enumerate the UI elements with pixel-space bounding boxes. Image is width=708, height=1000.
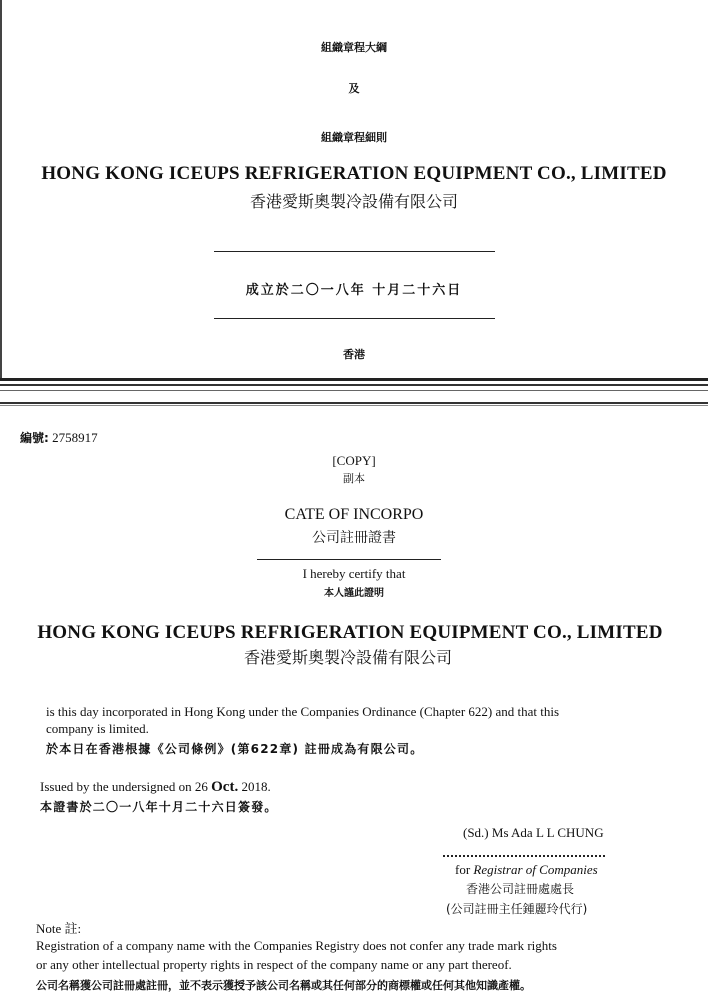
- issued-year: 2018.: [241, 779, 271, 794]
- cover-conjunction: 及: [348, 82, 360, 95]
- certificate-number-label: 編號:: [20, 431, 49, 445]
- issued-text-en: [40, 779, 271, 796]
- issued-text-prefix: Issued by the undersigned on 26: [40, 779, 208, 794]
- cover-company-name-zh: 香港愛斯奧製冷設備有限公司: [249, 192, 458, 211]
- certificate-title-en: CATE OF INCORPO: [284, 506, 424, 523]
- issued-text-zh: 本證書於二〇一八年十月二十六日簽發。: [40, 800, 278, 814]
- certificate-company-name-en: HONG KONG ICEUPS REFRIGERATION EQUIPMENT CO., LIMITED: [37, 622, 663, 643]
- certificate-title-rule: [257, 559, 441, 560]
- note-text-en-line-2: or any other intellectual property rights in respect of the company name or any part thereof.: [36, 957, 512, 972]
- cover-heading-1: 組織章程大綱: [321, 41, 387, 54]
- note-text-zh: 公司名稱獲公司註冊處註冊，並不表示獲授予該公司名稱或其任何部分的商標權或任何其他知識產權。: [36, 979, 531, 992]
- registrar-title-zh: 香港公司註冊處處長: [466, 882, 575, 896]
- cover-heading-2: 組織章程細則: [321, 131, 387, 144]
- copy-label-zh: 副本: [343, 472, 365, 485]
- copy-label-en: [COPY]: [332, 453, 376, 468]
- note-text-en-line-1: Registration of a company name with the Companies Registry does not confer any trade mark rights: [36, 938, 557, 953]
- cover-company-name-en: HONG KONG ICEUPS REFRIGERATION EQUIPMENT CO., LIMITED: [41, 163, 667, 184]
- registrar-delegate-zh: (公司註冊主任鍾麗玲代行): [446, 902, 588, 916]
- signature-line: (Sd.) Ms Ada L L CHUNG: [463, 825, 604, 840]
- cover-rule-bottom: [214, 318, 495, 319]
- note-label: Note 註:: [36, 921, 82, 936]
- certify-text-en: I hereby certify that: [302, 566, 406, 581]
- certificate-number-value: 2758917: [52, 430, 98, 445]
- certificate-company-name-zh: 香港愛斯奧製冷設備有限公司: [243, 648, 452, 667]
- cover-place: 香港: [343, 348, 365, 361]
- certificate-title-zh: 公司註冊證書: [312, 530, 396, 546]
- certify-text-zh: 本人謹此證明: [324, 588, 384, 599]
- incorporation-text-en-line-2: company is limited.: [46, 721, 149, 736]
- issued-month: Oct.: [211, 779, 239, 795]
- signature-dotted-rule: [443, 855, 605, 857]
- registrar-name: Registrar of Companies: [473, 862, 598, 877]
- incorporation-text-zh: 於本日在香港根據《公司條例》(第622章) 註冊成為有限公司。: [46, 742, 424, 756]
- incorporation-text-en-line-1: is this day incorporated in Hong Kong under the Companies Ordinance (Chapter 622) and that this: [46, 704, 560, 719]
- registrar-for: for: [455, 862, 471, 877]
- cover-rule-top: [214, 251, 495, 252]
- certificate-number: [20, 429, 98, 446]
- cover-established-date: 成立於二〇一八年 十月二十六日: [245, 283, 463, 298]
- registrar-title-en: [455, 862, 598, 878]
